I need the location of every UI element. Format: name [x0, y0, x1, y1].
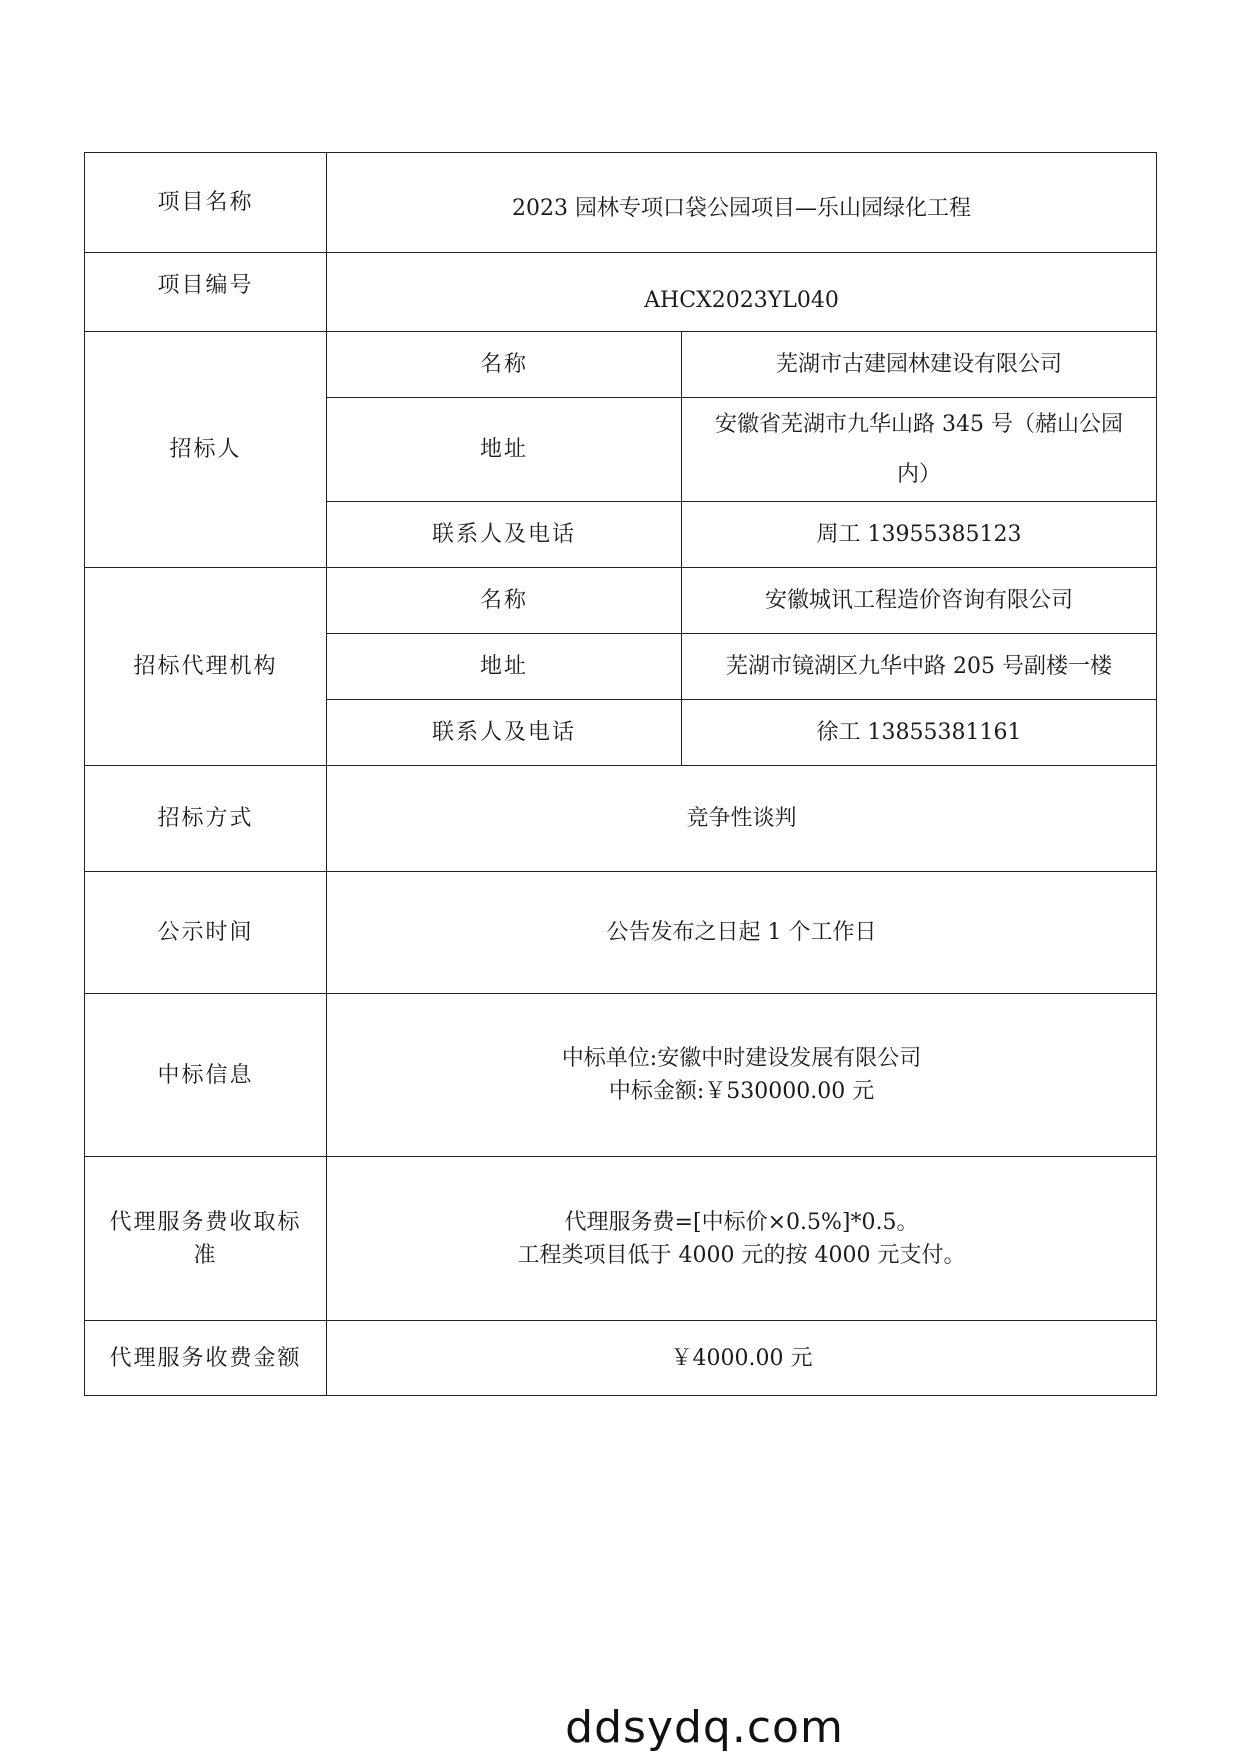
- agency-contact-value: 徐工 13855381161: [682, 700, 1157, 766]
- method-label: 招标方式: [85, 766, 327, 872]
- fee-amount-value: ￥4000.00 元: [327, 1321, 1157, 1396]
- tenderer-contact-value: 周工 13955385123: [682, 502, 1157, 568]
- row-publicity: [85, 872, 1157, 994]
- agency-address-label: 地址: [327, 634, 682, 700]
- agency-name-value: 安徽城讯工程造价咨询有限公司: [682, 568, 1157, 634]
- tenderer-address-label: 地址: [327, 398, 682, 502]
- tenderer-name-label: 名称: [327, 332, 682, 398]
- tenderer-name-value: 芜湖市古建园林建设有限公司: [682, 332, 1157, 398]
- project-no-label: 项目编号: [85, 253, 327, 332]
- watermark: [0, 1702, 1239, 1753]
- tenderer-label: 招标人: [85, 332, 327, 568]
- tenderer-address-line-2: 内）: [897, 461, 942, 487]
- tenderer-address-line-1: 安徽省芜湖市九华山路 345 号（赭山公园: [715, 411, 1123, 437]
- row-agency-name: [85, 568, 1157, 634]
- row-award: [85, 994, 1157, 1157]
- award-label: 中标信息: [85, 994, 327, 1157]
- agency-contact-label: 联系人及电话: [327, 700, 682, 766]
- row-project-name: [85, 153, 1157, 253]
- row-tenderer-name: [85, 332, 1157, 398]
- award-winner: 中标单位:安徽中时建设发展有限公司: [561, 1046, 922, 1071]
- row-fee-amount: [85, 1321, 1157, 1396]
- fee-standard-label-line-1: 代理服务费收取标: [109, 1209, 302, 1235]
- fee-standard-label-line-2: 准: [193, 1242, 218, 1268]
- fee-formula: 代理服务费=[中标价×0.5%]*0.5。: [564, 1209, 919, 1235]
- fee-standard-label: [85, 1157, 327, 1321]
- agency-label: 招标代理机构: [85, 568, 327, 766]
- watermark-text: ddsydq.com: [565, 1702, 844, 1753]
- row-method: [85, 766, 1157, 872]
- row-project-no: [85, 253, 1157, 332]
- fee-minimum-rule: 工程类项目低于 4000 元的按 4000 元支付。: [517, 1242, 966, 1268]
- publicity-value: 公告发布之日起 1 个工作日: [327, 872, 1157, 994]
- project-name-value: 2023 园林专项口袋公园项目—乐山园绿化工程: [327, 153, 1157, 253]
- award-value: [327, 994, 1157, 1157]
- agency-name-label: 名称: [327, 568, 682, 634]
- project-no-value: AHCX2023YL040: [327, 253, 1157, 332]
- fee-amount-label: 代理服务收费金额: [85, 1321, 327, 1396]
- publicity-label: 公示时间: [85, 872, 327, 994]
- method-value: 竞争性谈判: [327, 766, 1157, 872]
- fee-standard-value: [327, 1157, 1157, 1321]
- tenderer-address-value: [682, 398, 1157, 502]
- tenderer-contact-label: 联系人及电话: [327, 502, 682, 568]
- row-fee-standard: [85, 1157, 1157, 1321]
- agency-address-value: 芜湖市镜湖区九华中路 205 号副楼一楼: [682, 634, 1157, 700]
- project-name-label: 项目名称: [85, 153, 327, 253]
- award-amount: 中标金额:￥530000.00 元: [608, 1079, 875, 1104]
- tender-result-table: [84, 152, 1157, 1396]
